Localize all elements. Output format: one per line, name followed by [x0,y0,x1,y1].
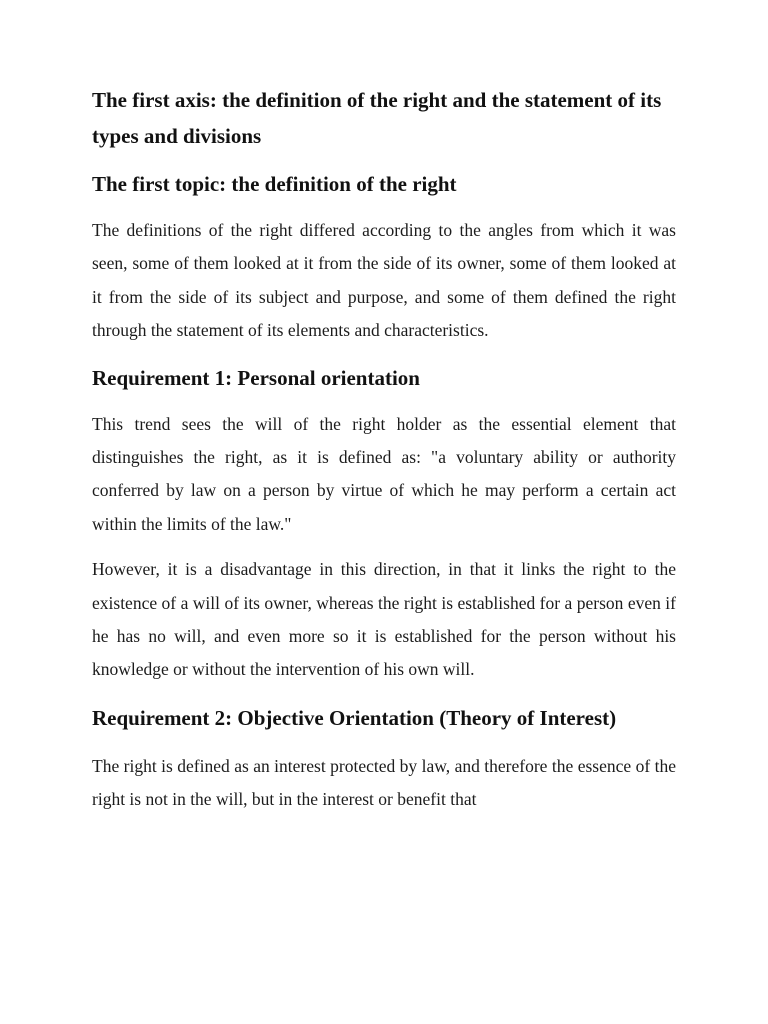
heading-requirement-2: Requirement 2: Objective Orientation (Theory of Interest) [92,705,617,730]
heading-first-topic: The first topic: the definition of the right [92,172,457,196]
paragraph-intro: The definitions of the right differed according to the angles from which it was seen, some of them looked at it from the side of its owner, some of them looked at it from the side of its subject and purpose, and some of them defined the right through the statement of its elements and characteristics. [92,220,676,341]
paragraph-requirement-1-b: However, it is a disadvantage in this direction, in that it links the right to the existence of a will of its owner, whereas the right is established for a person even if he has no will, and even more so it is established for the person without his knowledge or without the intervention of his own will. [92,559,676,680]
heading-requirement-1: Requirement 1: Personal orientation [92,365,420,390]
paragraph-requirement-1-a: This trend sees the will of the right holder as the essential element that distinguishes the right, as it is defined as: "a voluntary ability or authority conferred by law on a person by virtue of which he may perform a certain act within the limits of the law." [92,413,676,534]
document-page [92,82,676,829]
paragraph-requirement-2-a: The right is defined as an interest protected by law, and therefore the essence of the right is not in the will, but in the interest or benefit that [92,755,676,810]
heading-first-axis: The first axis: the definition of the right and the statement of its types and divisions [92,88,662,148]
